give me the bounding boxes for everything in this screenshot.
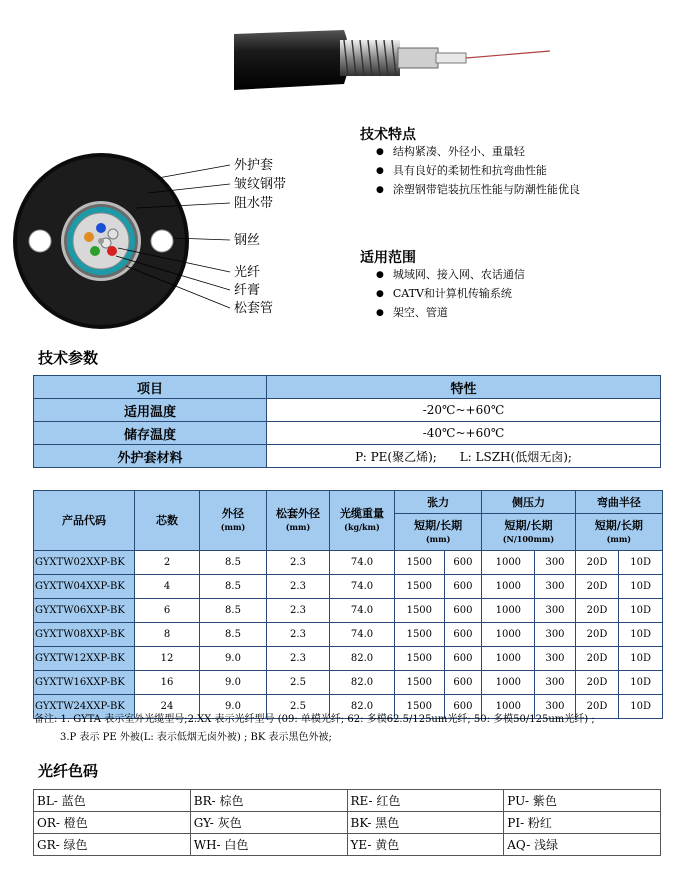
feature-item: ● 涂塑钢带铠装抗压性能与防潮性能优良	[376, 183, 580, 198]
note-line-2: 3.P 表示 PE 外被(L: 表示低烟无卤外被) ; BK 表示黑色外被;	[60, 732, 332, 743]
color-code-cell: WH- 白色	[190, 834, 347, 856]
spec-cell: 10D	[619, 671, 663, 695]
cable-photo	[232, 18, 557, 108]
spec-cell: 10D	[619, 695, 663, 719]
application-item: ● 架空、管道	[376, 306, 448, 321]
spec-header-od: 外径 (mm)	[200, 491, 267, 551]
params-row-label: 储存温度	[34, 422, 267, 445]
color-code-cell: RE- 红色	[347, 790, 504, 812]
spec-cell: 1500	[395, 671, 445, 695]
spec-cell: 9.0	[200, 647, 267, 671]
params-row-label: 适用温度	[34, 399, 267, 422]
color-code-cell: BL- 蓝色	[34, 790, 191, 812]
spec-cell: 82.0	[330, 695, 395, 719]
spec-header-cores: 芯数	[135, 491, 200, 551]
color-code-cell: YE- 黄色	[347, 834, 504, 856]
spec-cell: 1500	[395, 623, 445, 647]
application-item: ● CATV和计算机传输系统	[376, 287, 512, 302]
params-header-item: 项目	[34, 376, 267, 399]
spec-cell-code: GYXTW02XXP-BK	[34, 551, 135, 575]
spec-table	[33, 490, 663, 719]
spec-cell: 1500	[395, 599, 445, 623]
spec-cell: 2.5	[267, 695, 330, 719]
spec-cell: 300	[535, 623, 575, 647]
label-water-blocking-tape: 阻水带	[234, 196, 274, 211]
spec-cell-code: GYXTW08XXP-BK	[34, 623, 135, 647]
spec-cell: 8.5	[200, 623, 267, 647]
spec-cell: 9.0	[200, 671, 267, 695]
color-code-title: 光纤色码	[38, 762, 99, 780]
spec-cell: 20D	[575, 623, 619, 647]
spec-cell: 6	[135, 599, 200, 623]
spec-header-weight: 光缆重量 (kg/km)	[330, 491, 395, 551]
application-item: ● 城域网、接入网、农话通信	[376, 268, 525, 283]
spec-cell: 9.0	[200, 695, 267, 719]
spec-cell: 74.0	[330, 575, 395, 599]
spec-cell: 1500	[395, 575, 445, 599]
spec-cell: 82.0	[330, 671, 395, 695]
spec-cell-code: GYXTW24XXP-BK	[34, 695, 135, 719]
spec-cell: 2.3	[267, 599, 330, 623]
params-title: 技术参数	[38, 349, 99, 367]
params-row-value: P: PE(聚乙烯); L: LSZH(低烟无卤);	[267, 445, 661, 468]
spec-cell: 8.5	[200, 575, 267, 599]
color-code-row	[34, 834, 661, 856]
spec-cell: 20D	[575, 551, 619, 575]
spec-cell: 82.0	[330, 647, 395, 671]
spec-cell: 1000	[482, 695, 535, 719]
label-corrugated-steel-tape: 皱纹钢带	[234, 177, 287, 192]
feature-item: ● 具有良好的柔韧性和抗弯曲性能	[376, 164, 547, 179]
spec-cell: 1000	[482, 599, 535, 623]
spec-cell: 2	[135, 551, 200, 575]
spec-cell: 24	[135, 695, 200, 719]
color-code-cell: AQ- 浅绿	[504, 834, 661, 856]
spec-cell-code: GYXTW12XXP-BK	[34, 647, 135, 671]
spec-subheader-crush: 短期/长期 (N/100mm)	[482, 514, 575, 551]
spec-cell: 10D	[619, 647, 663, 671]
color-code-cell: GY- 灰色	[190, 812, 347, 834]
spec-row	[34, 551, 663, 575]
spec-cell: 16	[135, 671, 200, 695]
spec-subheader-tension: 短期/长期 (mm)	[395, 514, 482, 551]
spec-cell: 74.0	[330, 623, 395, 647]
color-code-cell: GR- 绿色	[34, 834, 191, 856]
label-outer-sheath: 外护套	[234, 158, 274, 173]
spec-cell: 1000	[482, 551, 535, 575]
spec-row	[34, 623, 663, 647]
color-code-cell: OR- 橙色	[34, 812, 191, 834]
spec-cell: 8	[135, 623, 200, 647]
color-code-cell: BR- 棕色	[190, 790, 347, 812]
spec-cell: 1000	[482, 623, 535, 647]
params-row-value: -40℃~+60℃	[267, 422, 661, 445]
spec-cell: 12	[135, 647, 200, 671]
spec-cell: 4	[135, 575, 200, 599]
applications-title: 适用范围	[360, 250, 416, 266]
spec-cell: 20D	[575, 647, 619, 671]
spec-cell: 1000	[482, 647, 535, 671]
label-fiber: 光纤	[234, 265, 261, 280]
spec-cell: 300	[535, 671, 575, 695]
spec-cell: 20D	[575, 599, 619, 623]
spec-cell: 1500	[395, 647, 445, 671]
color-code-row	[34, 790, 661, 812]
spec-cell: 74.0	[330, 599, 395, 623]
spec-cell: 10D	[619, 575, 663, 599]
features-title: 技术特点	[360, 127, 416, 143]
spec-cell: 600	[444, 671, 482, 695]
spec-cell: 2.3	[267, 647, 330, 671]
spec-cell: 2.5	[267, 671, 330, 695]
spec-row	[34, 575, 663, 599]
spec-cell: 300	[535, 551, 575, 575]
color-code-cell: PI- 粉红	[504, 812, 661, 834]
spec-cell: 2.3	[267, 623, 330, 647]
spec-row	[34, 671, 663, 695]
spec-cell: 300	[535, 599, 575, 623]
params-row-label: 外护套材料	[34, 445, 267, 468]
spec-cell: 2.3	[267, 575, 330, 599]
spec-cell-code: GYXTW04XXP-BK	[34, 575, 135, 599]
feature-item: ● 结构紧凑、外径小、重量轻	[376, 145, 525, 160]
spec-cell: 300	[535, 647, 575, 671]
spec-header-crush: 侧压力	[482, 491, 575, 514]
label-fiber-gel: 纤膏	[234, 283, 261, 298]
spec-header-tube: 松套外径 (mm)	[267, 491, 330, 551]
note-line-1: 备注: 1. GYTA 表示室外光缆型号;2.XX 表示光纤型号 (09: 单模光纤; 62: 多模62.5/125um光纤; 50: 多模50/125um光纤) ;	[34, 714, 595, 725]
params-row-value: -20℃~+60℃	[267, 399, 661, 422]
spec-header-bend: 弯曲半径	[575, 491, 662, 514]
spec-cell: 74.0	[330, 551, 395, 575]
spec-header-tension: 张力	[395, 491, 482, 514]
spec-header-code: 产品代码	[34, 491, 135, 551]
spec-cell: 2.3	[267, 551, 330, 575]
spec-cell: 10D	[619, 551, 663, 575]
spec-cell: 600	[444, 599, 482, 623]
color-code-cell: PU- 紫色	[504, 790, 661, 812]
params-header-value: 特性	[267, 376, 661, 399]
spec-cell: 600	[444, 623, 482, 647]
spec-row	[34, 599, 663, 623]
spec-row	[34, 647, 663, 671]
params-table	[33, 375, 661, 468]
spec-cell: 1000	[482, 575, 535, 599]
spec-cell: 8.5	[200, 551, 267, 575]
color-code-row	[34, 812, 661, 834]
spec-cell: 20D	[575, 695, 619, 719]
spec-cell: 600	[444, 551, 482, 575]
spec-table-body	[34, 551, 663, 719]
spec-cell: 600	[444, 647, 482, 671]
label-loose-tube: 松套管	[234, 301, 274, 316]
spec-cell-code: GYXTW16XXP-BK	[34, 671, 135, 695]
spec-cell: 600	[444, 575, 482, 599]
spec-cell-code: GYXTW06XXP-BK	[34, 599, 135, 623]
spec-cell: 10D	[619, 623, 663, 647]
spec-cell: 20D	[575, 671, 619, 695]
color-code-body	[34, 790, 661, 856]
spec-cell: 20D	[575, 575, 619, 599]
spec-cell: 1500	[395, 551, 445, 575]
spec-cell: 600	[444, 695, 482, 719]
color-code-table	[33, 789, 661, 856]
spec-cell: 300	[535, 695, 575, 719]
spec-cell: 300	[535, 575, 575, 599]
spec-cell: 1500	[395, 695, 445, 719]
color-code-cell: BK- 黑色	[347, 812, 504, 834]
spec-cell: 8.5	[200, 599, 267, 623]
spec-cell: 10D	[619, 599, 663, 623]
spec-subheader-bend: 短期/长期 (mm)	[575, 514, 662, 551]
label-steel-wire: 钢丝	[234, 233, 261, 248]
spec-cell: 1000	[482, 671, 535, 695]
